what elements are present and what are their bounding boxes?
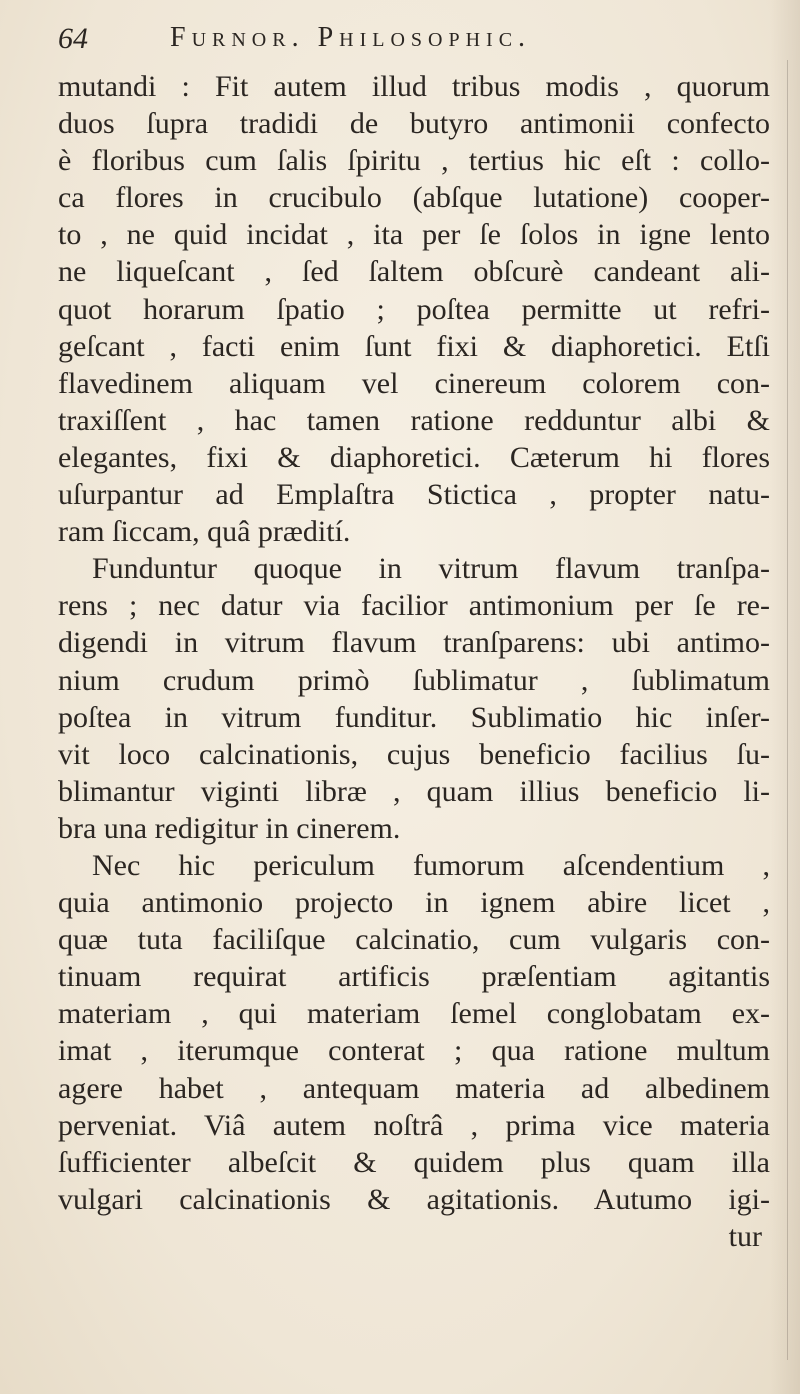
text-line: poſtea in vitrum funditur. Sublimatio hic inſer- bbox=[58, 700, 770, 734]
text-line: ca flores in crucibulo (abſque lutatione) cooper- bbox=[58, 181, 770, 215]
text-line: agere habet , antequam materia ad albedinem bbox=[58, 1071, 770, 1105]
text-line: digendi in vitrum flavum tranſparens: ubi antimo- bbox=[58, 626, 770, 660]
text-line: bra una redigitur in cinerem. bbox=[58, 811, 401, 845]
text-line: rens ; nec datur via facilior antimonium per ſe re- bbox=[58, 589, 770, 623]
page-number: 64 bbox=[58, 22, 88, 55]
text-line: duos ſupra tradidi de butyro antimonii confecto bbox=[58, 107, 770, 141]
text-line: ſufficienter albeſcit & quidem plus quam illa bbox=[58, 1145, 770, 1179]
page-edge-line bbox=[787, 60, 788, 1360]
text-line: materiam , qui materiam ſemel conglobatam ex- bbox=[58, 997, 770, 1031]
text-line: tinuam requirat artificis præſentiam agitantis bbox=[58, 960, 770, 994]
text-line: nium crudum primò ſublimatur , ſublimatum bbox=[58, 663, 770, 697]
text-line: quia antimonio projecto in ignem abire licet , bbox=[58, 886, 770, 920]
text-line: ne liqueſcant , ſed ſaltem obſcurè candeant ali- bbox=[58, 255, 770, 289]
text-line: uſurpantur ad Emplaſtra Stictica , propter natu- bbox=[58, 478, 770, 512]
text-line: imat , iterumque conterat ; qua ratione multum bbox=[58, 1034, 770, 1068]
text-line: ram ſiccam, quâ prædití. bbox=[58, 515, 351, 549]
text-line: mutandi : Fit autem illud tribus modis , quorum bbox=[58, 70, 770, 103]
text-line: perveniat. Viâ autem noſtrâ , prima vice materia bbox=[58, 1108, 770, 1142]
catchword: tur bbox=[728, 1219, 762, 1253]
text-line: traxiſſent , hac tamen ratione redduntur albi & bbox=[58, 403, 770, 437]
text-line: blimantur viginti libræ , quam illius beneficio li- bbox=[58, 774, 770, 808]
text-line: Nec hic periculum fumorum aſcendentium , bbox=[92, 848, 770, 882]
text-line: geſcant , facti enim ſunt fixi & diaphoretici. Etſi bbox=[58, 329, 770, 363]
text-line: quæ tuta faciliſque calcinatio, cum vulgaris con- bbox=[58, 923, 770, 957]
text-line: to , ne quid incidat , ita per ſe ſolos in igne lento bbox=[58, 218, 770, 252]
text-line: Funduntur quoque in vitrum flavum tranſpa- bbox=[92, 552, 770, 586]
text-line: vulgari calcinationis & agitationis. Autumo igi- bbox=[58, 1182, 770, 1216]
text-line: vit loco calcinationis, cujus beneficio facilius ſu- bbox=[58, 737, 770, 771]
text-line: flavedinem aliquam vel cinereum colorem con- bbox=[58, 366, 770, 400]
text-line: elegantes, fixi & diaphoretici. Cæterum hi flores bbox=[58, 440, 770, 474]
page-edge-shadow bbox=[770, 0, 800, 1394]
running-head: Furnor. Philosophic. bbox=[170, 22, 532, 53]
text-line: quot horarum ſpatio ; poſtea permitte ut refri- bbox=[58, 292, 770, 326]
page-header bbox=[58, 12, 758, 62]
body-text bbox=[58, 68, 770, 1255]
text-line: è floribus cum ſalis ſpiritu , tertius hic eſt : collo- bbox=[58, 144, 770, 178]
